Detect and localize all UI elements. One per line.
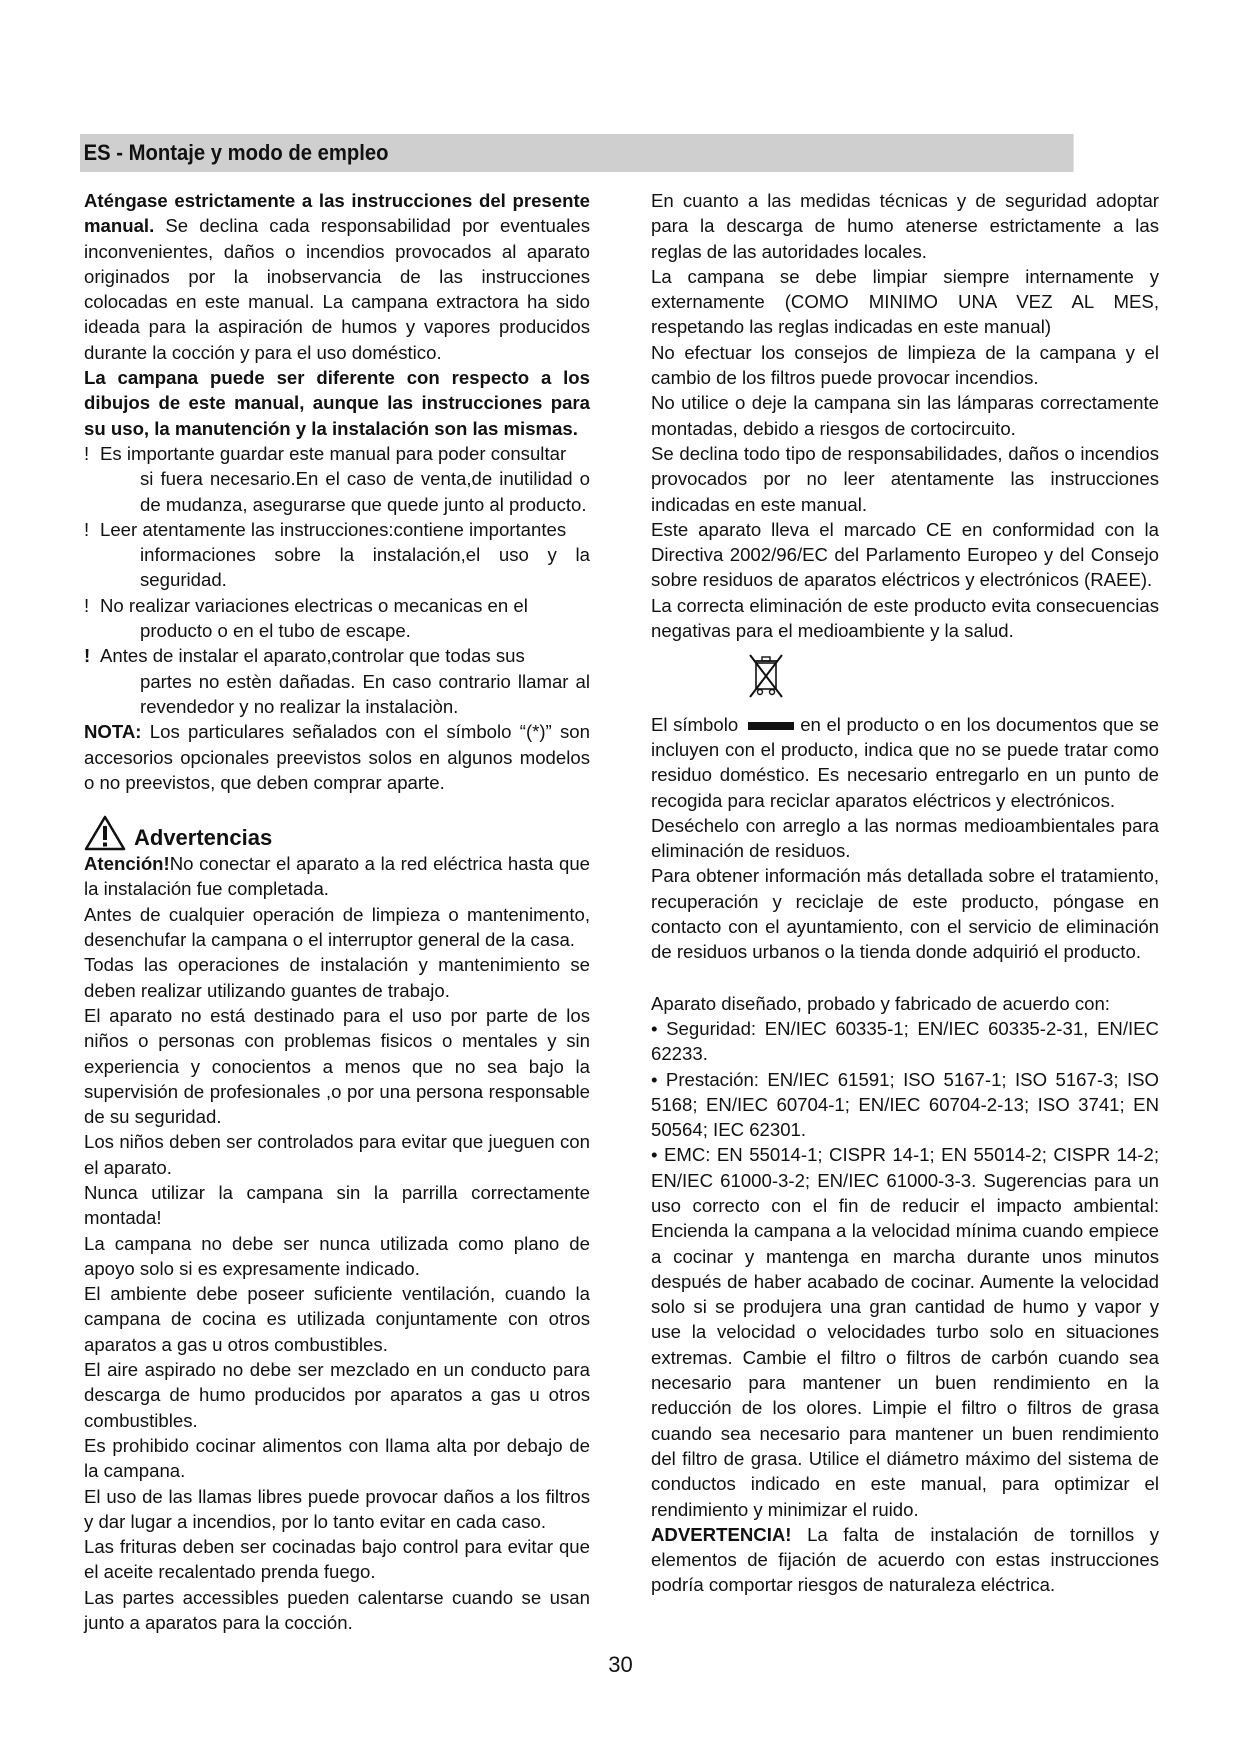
bullet-mark: ! bbox=[84, 594, 90, 616]
info-paragraph: Para obtener información más detallada sobre el tratamiento, recuperación y reciclaje de este producto, póngase en contacto con el ayuntamiento, con el servicio de eliminación de residuos urbanos o la tienda donde adquirió el producto. bbox=[651, 865, 1159, 963]
bullet-item bbox=[84, 643, 590, 719]
warning-paragraph: La campana no debe ser nunca utilizada como plano de apoyo solo si es expresamente indicado. bbox=[84, 1232, 590, 1279]
bullet-rest: partes no estèn dañadas. En caso contrario llamar al revendedor y no realizar la instalaciòn. bbox=[140, 670, 590, 717]
nota-label: NOTA: bbox=[84, 721, 142, 743]
electrical-warning bbox=[651, 1522, 1159, 1598]
safety-paragraph: No efectuar los consejos de limpieza de la campana y el cambio de los filtros puede provocar incendios. bbox=[651, 341, 1159, 389]
bullet-rest: producto o en el tubo de escape. bbox=[140, 620, 411, 642]
safety-paragraph: Se declina todo tipo de responsabilidades, daños o incendios provocados por no leer atentamente las instrucciones indicadas en este manual. bbox=[651, 442, 1159, 515]
bullet-mark: ! bbox=[84, 645, 91, 667]
drawing-note bbox=[84, 365, 590, 441]
right-column bbox=[651, 188, 1159, 1598]
attention-text: No conectar el aparato a la red eléctrica hasta que la instalación fue completada. bbox=[84, 853, 590, 900]
bullet-first: No realizar variaciones electricas o mecanicas en el bbox=[100, 594, 528, 616]
bullet-mark: ! bbox=[84, 442, 90, 464]
safety-paragraph: No utilice o deje la campana sin las lámparas correctamente montadas, debido a riesgos de cortocircuito. bbox=[651, 392, 1159, 439]
bullet-first: Es importante guardar este manual para poder consultar bbox=[100, 442, 567, 464]
section-header: ES - Montaje y modo de empleo bbox=[80, 134, 1074, 172]
disposal-paragraph: Deséchelo con arreglo a las normas medioambientales para eliminación de residuos. bbox=[651, 814, 1159, 862]
attention-paragraph bbox=[84, 851, 590, 902]
symbol-paragraph bbox=[651, 712, 1159, 813]
nota-text: Los particulares señalados con el símbolo “(*)” son accesorios opcionales preevistos solos en algunos modelos o no preevistos, que deben comprar aparte. bbox=[84, 721, 590, 793]
safety-paragraph: La correcta eliminación de este producto evita consecuencias negativas para el medioambiente y la salud. bbox=[651, 594, 1159, 642]
warning-paragraph: El aire aspirado no debe ser mezclado en un conducto para descarga de humo producidos por aparatos a gas u otros combustibles. bbox=[84, 1359, 590, 1431]
warnings-title: Advertencias bbox=[134, 825, 273, 851]
bullet-item bbox=[84, 441, 590, 517]
safety-paragraph: Este aparato lleva el marcado CE en conformidad con la Directiva 2002/96/EC del Parlamento Europeo y del Consejo sobre residuos de aparatos eléctricos y electrónicos (RAEE). bbox=[651, 518, 1159, 591]
standards-performance: • Prestación: EN/IEC 61591; ISO 5167-1; ISO 5167-3; ISO 5168; EN/IEC 60704-1; EN/IEC 60704-2-13; ISO 3741; EN 50564; IEC 62301. bbox=[651, 1068, 1159, 1141]
warning-text: La falta de instalación de tornillos y elementos de fijación de acuerdo con estas instrucciones podría comportar riesgos de naturaleza eléctrica. bbox=[651, 1523, 1159, 1596]
warning-paragraph: El ambiente debe poseer suficiente ventilación, cuando la campana de cocina es utilizada conjuntamente con otros aparatos a gas u otros combustibles. bbox=[84, 1283, 590, 1355]
standards-intro: Aparato diseñado, probado y fabricado de acuerdo con: bbox=[651, 992, 1110, 1014]
bullet-rest: si fuera necesario.En el caso de venta,de inutilidad o de mudanza, asegurarse que quede junto al producto. bbox=[140, 468, 590, 515]
black-bar-symbol bbox=[748, 722, 794, 730]
warnings-heading bbox=[84, 815, 590, 851]
warning-paragraph: Las frituras deben ser cocinadas bajo control para evitar que el aceite recalentado prenda fuego. bbox=[84, 1536, 590, 1583]
warning-paragraph: Las partes accessibles pueden calentarse cuando se usan junto a aparatos para la cocción. bbox=[84, 1586, 590, 1634]
intro-text: Se declina cada responsabilidad por eventuales inconvenientes, daños o incendios provocados al aparato originados por la inobservancia de las instrucciones colocadas en este manual. La campana extractora ha sido ideada para la aspiración de humos y vapores producidos durante la cocción y para el uso doméstico. bbox=[84, 215, 590, 363]
warning-paragraph: Todas las operaciones de instalación y mantenimiento se deben realizar utilizando guantes de trabajo. bbox=[84, 954, 590, 1001]
left-column bbox=[84, 188, 590, 1635]
bullet-first: Antes de instalar el aparato,controlar que todas sus bbox=[100, 645, 525, 667]
safety-paragraph: La campana se debe limpiar siempre internamente y externamente (COMO MINIMO UNA VEZ AL MES, respetando las reglas indicadas en este manual) bbox=[651, 265, 1159, 338]
drawing-note-text: La campana puede ser diferente con respecto a los dibujos de este manual, aunque las instrucciones para su uso, la manutención y la instalación son las mismas. bbox=[84, 367, 590, 439]
bullet-rest: informaciones sobre la instalación,el uso y la seguridad. bbox=[140, 544, 590, 591]
warning-paragraph: Antes de cualquier operación de limpieza o mantenimento, desenchufar la campana o el interruptor general de la casa. bbox=[84, 903, 590, 951]
bullet-first: Leer atentamente las instrucciones:contiene importantes bbox=[100, 518, 567, 540]
warning-paragraph: El aparato no está destinado para el uso por parte de los niños o personas con problemas fisicos o mentales y sin experiencia y conocientos a menos que no sea bajo la supervisión de profesionales ,o por una persona responsable de su seguridad. bbox=[84, 1004, 590, 1128]
warning-paragraph: Es prohibido cocinar alimentos con llama alta por debajo de la campana. bbox=[84, 1434, 590, 1482]
attention-label: Atención! bbox=[84, 853, 170, 875]
intro-bold: Aténgase estrictamente a las instrucciones del presente manual. bbox=[84, 190, 590, 237]
spacer bbox=[651, 965, 1159, 991]
safety-paragraph: En cuanto a las medidas técnicas y de seguridad adoptar para la descarga de humo atenerse estrictamente a las reglas de las autoridades locales. bbox=[651, 190, 1159, 262]
warning-paragraph: El uso de las llamas libres puede provocar daños a los filtros y dar lugar a incendios, por lo tanto evitar en cada caso. bbox=[84, 1485, 590, 1532]
symbol-prefix: El símbolo bbox=[651, 713, 739, 735]
warning-label: ADVERTENCIA! bbox=[651, 1523, 792, 1545]
symbol-text: en el producto o en los documentos que se incluyen con el producto, indica que no se puede tratar como residuo doméstico. Es necesario entregarlo en un punto de recogida para reciclar aparatos eléctricos y electrónicos. bbox=[651, 713, 1160, 811]
crossed-bin-icon bbox=[747, 653, 785, 699]
bullet-item bbox=[84, 517, 590, 593]
standards-emc: • EMC: EN 55014-1; CISPR 14-1; EN 55014-2; CISPR 14-2; EN/IEC 61000-3-2; EN/IEC 61000-3-3. Sugerencias para un uso correcto con el fin de reducir el impacto ambiental: Encienda la campana a la velocidad mínima cuando empiece a cocinar y mantenga en marcha durante unos minutos después de haber acabado de cocinar. Aumente la velocidad solo si se produjera una gran cantidad de humo y vapor y use la velocidad o velocidades turbo solo en situaciones extremas. Cambie el filtro o filtros de carbón cuando sea necesario para mantener un buen rendimiento en la reducción de los olores. Limpie el filtro o filtros de grasa cuando sea necesario para mantener un buen rendimiento del filtro de grasa. Utilice el diámetro máximo del sistema de conductos indicado en este manual, para optimizar el rendimiento y minimizar el ruido. bbox=[651, 1144, 1159, 1520]
standards-safety: • Seguridad: EN/IEC 60335-1; EN/IEC 60335-2-31, EN/IEC 62233. bbox=[651, 1017, 1159, 1065]
bullet-item bbox=[84, 593, 590, 644]
warning-paragraph: Los niños deben ser controlados para evitar que jueguen con el aparato. bbox=[84, 1131, 590, 1178]
warning-triangle-icon bbox=[84, 815, 126, 851]
bullet-mark: ! bbox=[84, 518, 90, 540]
page-number: 30 bbox=[608, 1652, 633, 1677]
intro-paragraph bbox=[84, 188, 590, 365]
warning-paragraph: Nunca utilizar la campana sin la parrilla correctamente montada! bbox=[84, 1181, 590, 1229]
nota-paragraph bbox=[84, 719, 590, 795]
